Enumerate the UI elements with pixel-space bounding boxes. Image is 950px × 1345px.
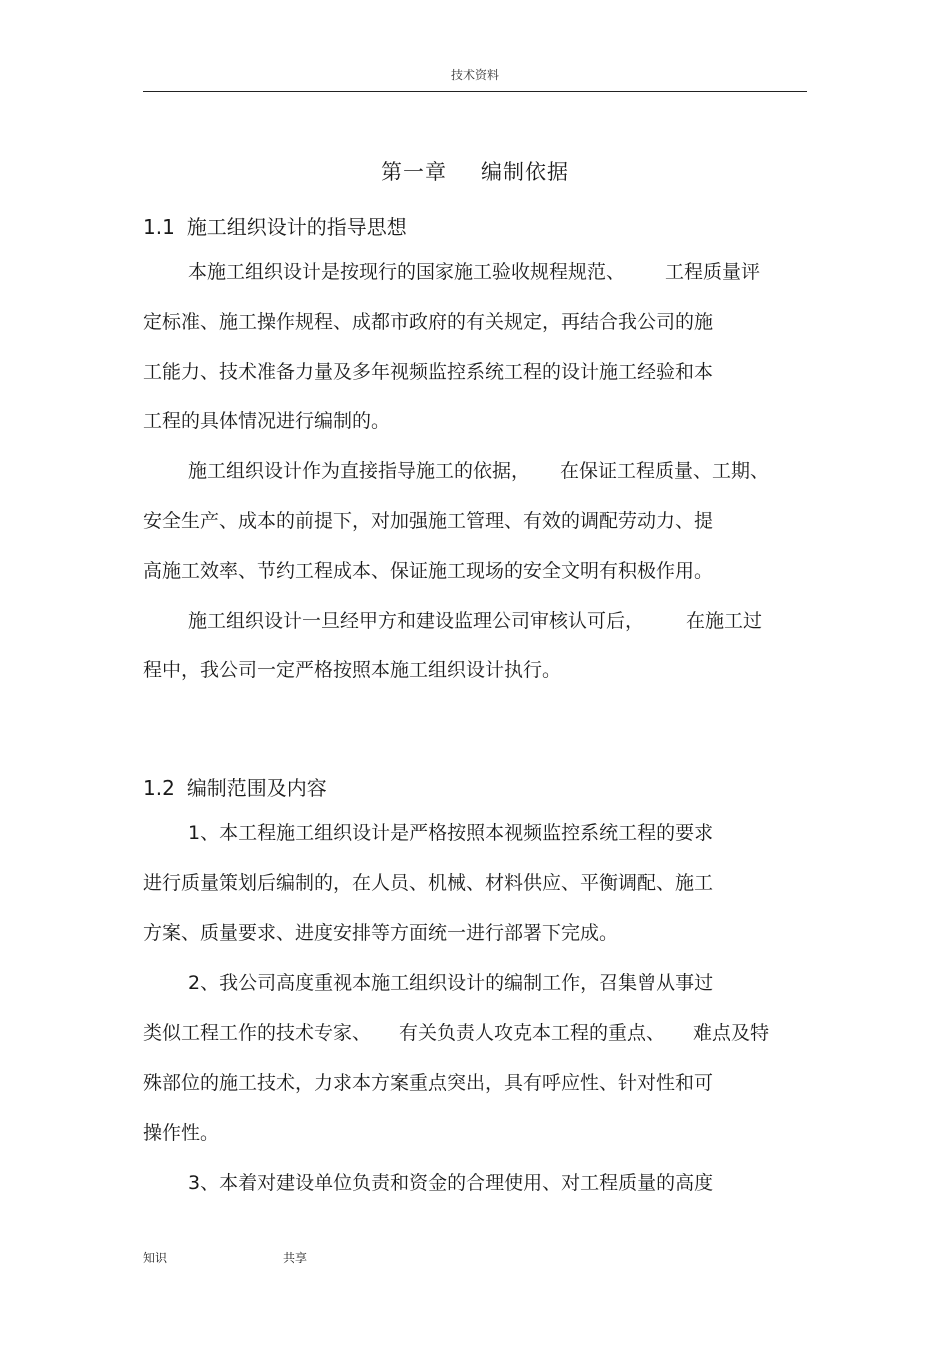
paragraph-line xyxy=(188,458,769,484)
section-title: 编制范围及内容 xyxy=(186,776,327,800)
paragraph-line: 高施工效率、节约工程成本、保证施工现场的安全文明有积极作用。 xyxy=(143,560,714,582)
paragraph-line xyxy=(143,1020,769,1046)
text-span: 在保证工程质量、工期、 xyxy=(560,460,770,482)
section-title: 施工组织设计的指导思想 xyxy=(186,215,407,239)
text-span: 工程质量评 xyxy=(665,261,761,283)
chapter-prefix: 第一章 xyxy=(381,160,447,184)
text-span: 在施工过 xyxy=(686,610,763,632)
paragraph-line: 进行质量策划后编制的，在人员、机械、材料供应、平衡调配、施工 xyxy=(143,872,714,894)
section-heading-1-2 xyxy=(143,772,327,801)
paragraph-line: 工程的具体情况进行编制的。 xyxy=(143,410,391,432)
paragraph-line: 安全生产、成本的前提下，对加强施工管理、有效的调配劳动力、提 xyxy=(143,510,714,532)
paragraph-line: 工能力、技术准备力量及多年视频监控系统工程的设计施工经验和本 xyxy=(143,361,714,383)
chapter-title xyxy=(0,156,950,186)
paragraph-line: 3、本着对建设单位负责和资金的合理使用、对工程质量的高度 xyxy=(188,1172,714,1194)
chapter-name: 编制依据 xyxy=(481,160,569,184)
paragraph-line xyxy=(188,608,762,634)
section-number: 1.2 xyxy=(143,776,175,800)
paragraph-line: 殊部位的施工技术，力求本方案重点突出，具有呼应性、针对性和可 xyxy=(143,1072,714,1094)
paragraph-line: 定标准、施工操作规程、成都市政府的有关规定，再结合我公司的施 xyxy=(143,311,714,333)
paragraph-line: 1、本工程施工组织设计是严格按照本视频监控系统工程的要求 xyxy=(188,822,714,844)
text-span: 施工组织设计一旦经甲方和建设监理公司审核认可后， xyxy=(188,610,645,632)
header-divider xyxy=(143,91,807,92)
section-number: 1.1 xyxy=(143,215,175,239)
text-span: 施工组织设计作为直接指导施工的依据， xyxy=(188,460,531,482)
footer-left: 知识 xyxy=(143,1251,168,1265)
text-span: 难点及特 xyxy=(693,1022,770,1044)
paragraph-line: 2、我公司高度重视本施工组织设计的编制工作，召集曾从事过 xyxy=(188,972,714,994)
text-span: 本施工组织设计是按现行的国家施工验收规程规范、 xyxy=(188,261,626,283)
paragraph-line xyxy=(188,259,760,285)
page-header: 技术资料 xyxy=(450,68,499,82)
paragraph-line: 操作性。 xyxy=(143,1122,220,1144)
text-span: 类似工程工作的技术专家、 xyxy=(143,1022,372,1044)
footer-right: 共享 xyxy=(283,1251,308,1265)
paragraph-line: 程中，我公司一定严格按照本施工组织设计执行。 xyxy=(143,659,562,681)
section-heading-1-1 xyxy=(143,211,407,240)
text-span: 有关负责人攻克本工程的重点、 xyxy=(399,1022,666,1044)
paragraph-line: 方案、质量要求、进度安排等方面统一进行部署下完成。 xyxy=(143,922,619,944)
